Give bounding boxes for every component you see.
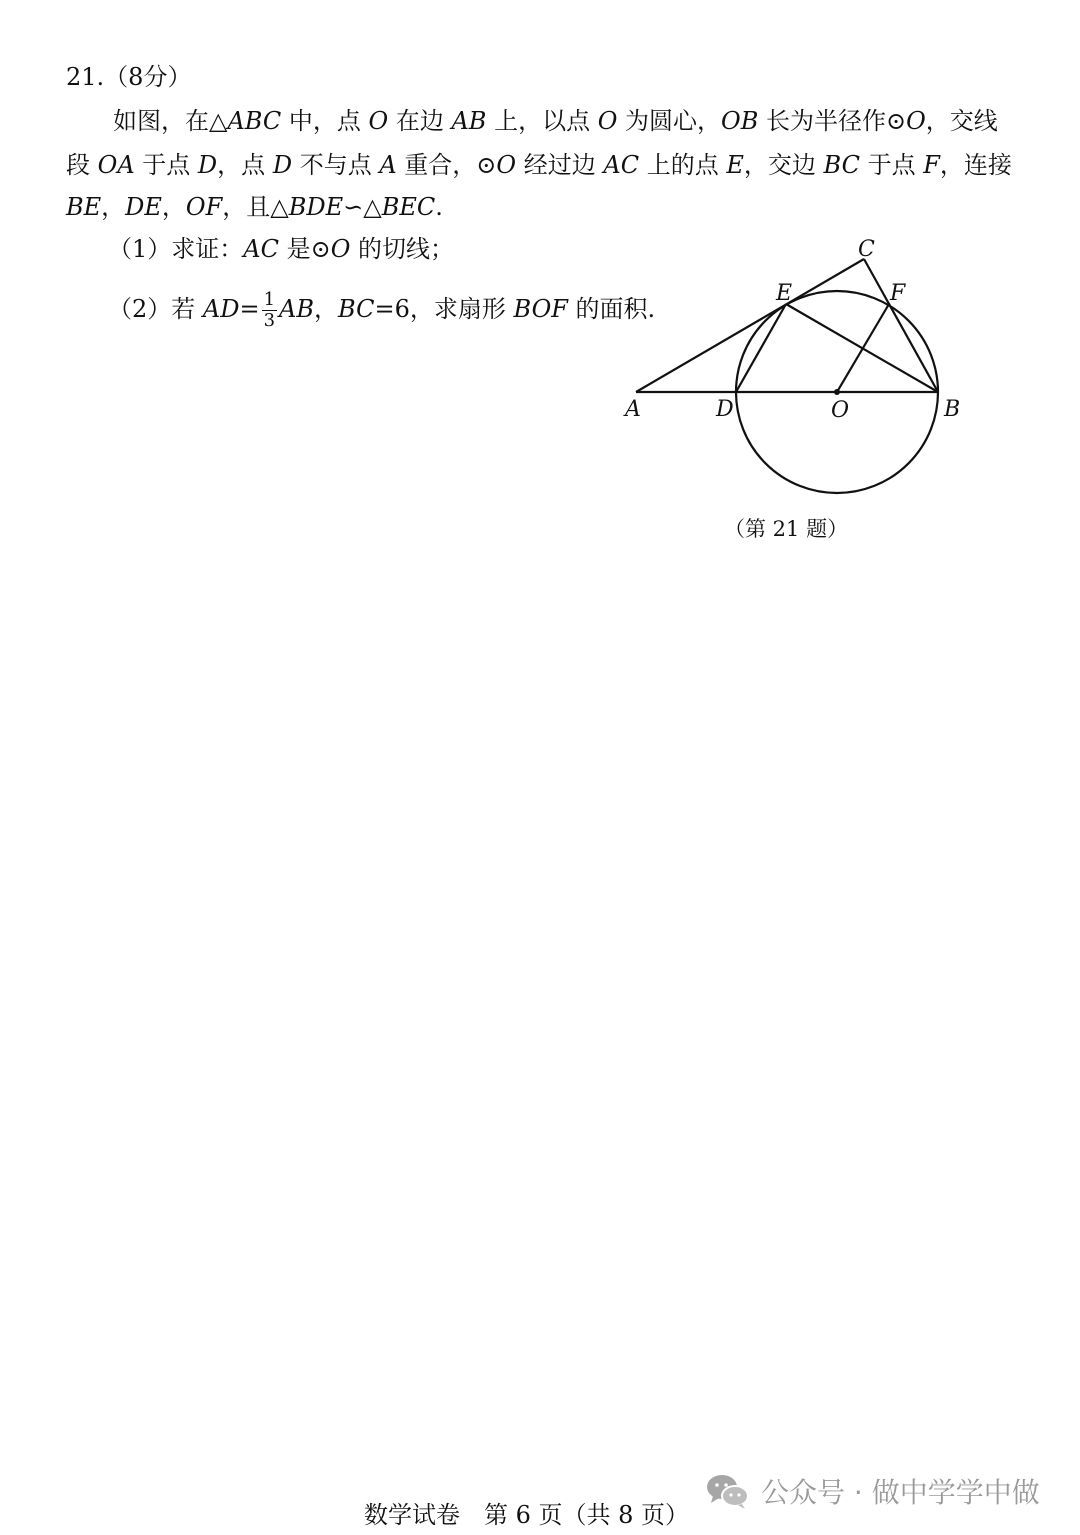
stem-math: E: [726, 151, 744, 179]
stem-math: BC: [823, 151, 860, 179]
stem-text: 中，点: [281, 107, 369, 135]
stem-text: 不与点: [292, 151, 380, 179]
part-math: BOF: [513, 295, 568, 323]
figure-caption: （第 21 题）: [724, 517, 849, 541]
stem-text: ，点: [217, 151, 273, 179]
label-d: D: [716, 397, 734, 422]
stem-text: ，连接: [939, 151, 1012, 179]
stem-math: O: [496, 151, 517, 179]
part-text: =6，求扇形: [374, 295, 514, 323]
stem-math: O: [906, 107, 926, 135]
stem-text: 上的点: [639, 151, 727, 179]
stem-text: ，交线: [925, 107, 998, 135]
stem-math: D: [197, 151, 218, 179]
stem-text: ，交边: [743, 151, 824, 179]
stem-text: ，且△: [222, 193, 289, 221]
part-text: 是⊙: [278, 235, 331, 263]
stem-math: D: [272, 151, 293, 179]
fraction-denominator: 3: [263, 310, 276, 331]
segment-of: [837, 304, 889, 392]
part-math: AC: [243, 235, 279, 263]
question-stem-line-2: [66, 150, 1012, 180]
stem-text: 如图，在△: [113, 107, 228, 135]
label-c: C: [858, 237, 875, 262]
stem-text: 于点: [134, 151, 198, 179]
stem-math: AC: [603, 151, 640, 179]
stem-math: BE: [66, 193, 102, 221]
page-footer: 数学试卷 第 6 页（共 8 页）: [364, 1501, 690, 1529]
label-a: A: [625, 397, 641, 422]
stem-text: 于点: [859, 151, 924, 179]
part-text: 的面积.: [567, 295, 656, 323]
part-text: ，: [314, 295, 339, 323]
stem-text: 重合，⊙: [396, 151, 497, 179]
question-stem-line-3: [66, 192, 443, 222]
question-part-1: [108, 234, 454, 264]
fraction: [262, 290, 277, 331]
part-text: 的切线；: [350, 235, 455, 263]
stem-text: ∽△: [343, 193, 382, 221]
part-math: AD: [202, 295, 240, 323]
stem-math: O: [368, 107, 389, 135]
part-math: AB: [279, 295, 315, 323]
part-text: （2）若: [108, 295, 203, 323]
wechat-icon: [705, 1471, 751, 1511]
stem-text: 经过边: [516, 151, 604, 179]
stem-text: 上，以点: [486, 107, 598, 135]
watermark: [705, 1468, 1040, 1514]
part-text: =: [239, 295, 260, 323]
fraction-numerator: 1: [263, 289, 276, 310]
stem-text: 长为半径作⊙: [758, 107, 907, 135]
stem-math: AB: [451, 107, 487, 135]
center-point-o: [834, 389, 840, 395]
stem-text: 段: [66, 151, 98, 179]
segment-ac: [636, 259, 864, 392]
stem-math: BDE: [288, 193, 344, 221]
stem-text: ，: [161, 193, 186, 221]
stem-text: 在边: [388, 107, 452, 135]
question-score: （8分）: [104, 63, 192, 91]
question-stem-line-1: [113, 106, 998, 136]
geometry-figure: [600, 225, 1000, 515]
label-b: B: [944, 397, 961, 422]
stem-math: OB: [721, 107, 759, 135]
stem-math: F: [923, 151, 940, 179]
part-math: O: [330, 235, 351, 263]
stem-math: OA: [97, 151, 135, 179]
question-header: [66, 62, 191, 92]
stem-math: ABC: [227, 107, 282, 135]
part-text: （1）求证：: [108, 235, 244, 263]
stem-text: .: [435, 193, 443, 221]
part-math: BC: [338, 295, 375, 323]
segment-de: [736, 304, 786, 392]
label-e: E: [776, 281, 793, 306]
stem-text: 为圆心，: [617, 107, 722, 135]
label-f: F: [890, 281, 906, 306]
stem-math: DE: [125, 193, 162, 221]
watermark-text: 公众号 · 做中学学中做: [761, 1476, 1040, 1509]
stem-text: ，: [101, 193, 126, 221]
question-part-2: [108, 290, 655, 331]
question-number: 21.: [66, 63, 105, 91]
label-o: O: [831, 398, 850, 423]
stem-math: O: [597, 107, 618, 135]
stem-math: A: [379, 151, 397, 179]
stem-math: BEC: [381, 193, 436, 221]
stem-math: OF: [185, 193, 223, 221]
